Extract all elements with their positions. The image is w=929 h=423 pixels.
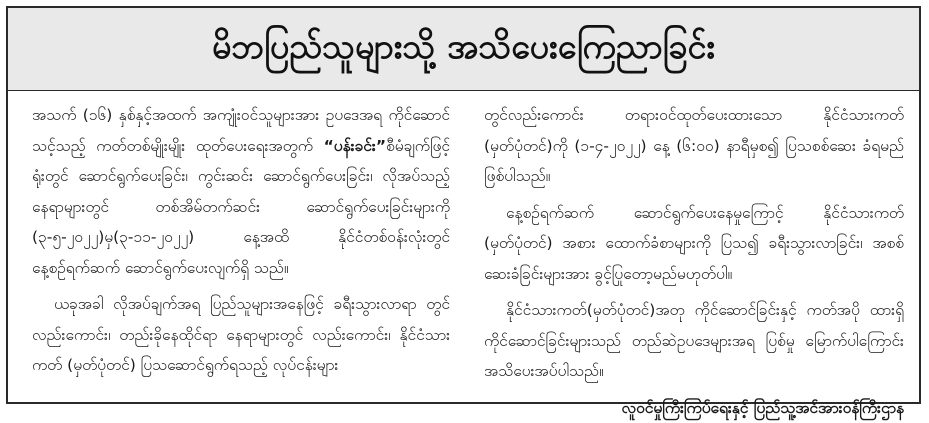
paragraph-2-continued: တွင်လည်းကောင်း တရားဝင်ထုတ်ပေးထားသော နိုင်ငံသားကတ် (မှတ်ပုံတင်)ကို (၁-၄-၂၀၂၂) နေ့ (၆:၀၀) နာရီမှစ၍ ပြသစစ်ဆေး ခံရမည်ဖြစ်ပါသည်။ xyxy=(484,100,904,192)
left-column xyxy=(32,100,450,387)
paragraph-4: နိုင်ငံသားကတ်(မှတ်ပုံတင်)အတု ကိုင်ဆောင်ခြင်းနှင့် ကတ်အပို ထားရှိကိုင်ဆောင်ခြင်းများသည် တည်ဆဲဥပဒေများအရ ပြစ်မှု မြောက်ပါကြောင်း အသိပေးအပ်ပါသည်။ xyxy=(484,295,904,387)
issuer-signature: လူဝင်မှုကြီးကြပ်ရေးနှင့် ပြည်သူ့အင်အားဝန်ကြီးဌာန xyxy=(484,393,904,423)
campaign-name: “ပန်းခင်း” xyxy=(324,137,386,155)
paragraph-2: ယခုအခါ လိုအပ်ချက်အရ ပြည်သူများအနေဖြင့် ခရီးသွားလာရာ တွင် လည်းကောင်း၊ တည်းခိုနေထိုင်ရာ နေရာများတွင် လည်းကောင်း၊ နိုင်ငံသားကတ် (မှတ်ပုံတင်) ပြသဆောင်ရွက်ရသည့် လုပ်ငန်းများ xyxy=(32,289,450,381)
notice-header xyxy=(8,8,919,91)
right-column xyxy=(484,100,904,423)
paragraph-1-start: အသက် (၁၆) နှစ်နှင့်အထက် အကျုံးဝင်သူများအား ဥပဒေအရ ကိုင်ဆောင်သင့်သည့် ကတ်တစ်မျိုးမျိုး ထုတ်ပေးရေးအတွက် xyxy=(32,106,450,155)
notice-title: မိဘပြည်သူများသို့ အသိပေးကြေညာခြင်း xyxy=(212,24,715,75)
paragraph-3: နေ့စဉ်ရက်ဆက် ဆောင်ရွက်ပေးနေမှုကြောင့် နိုင်ငံသားကတ် (မှတ်ပုံတင်) အစား ထောက်ခံစာများကို ပြသ၍ ခရီးသွားလာခြင်း၊ အစစ်ဆေးခံခြင်းများအား ခွင့်ပြုတော့မည်မဟုတ်ပါ။ xyxy=(484,198,904,290)
paragraph-1 xyxy=(32,100,450,283)
paragraph-1-end: စီမံချက်ဖြင့် ရုံးတွင် ဆောင်ရွက်ပေးခြင်း၊ ကွင်းဆင်း ဆောင်ရွက်ပေးခြင်း၊ လိုအပ်သည့်နေရာများတွင် တစ်အိမ်တက်ဆင်း ဆောင်ရွက်ပေးခြင်းများကို (၃-၅-၂၀၂၂)မှ(၃-၁၁-၂၀၂၂) နေ့အထိ နိုင်ငံတစ်ဝန်းလုံးတွင် နေ့စဉ်ရက်ဆက် ဆောင်ရွက်ပေးလျက်ရှိ သည်။ xyxy=(32,137,450,277)
notice-box xyxy=(6,6,921,404)
